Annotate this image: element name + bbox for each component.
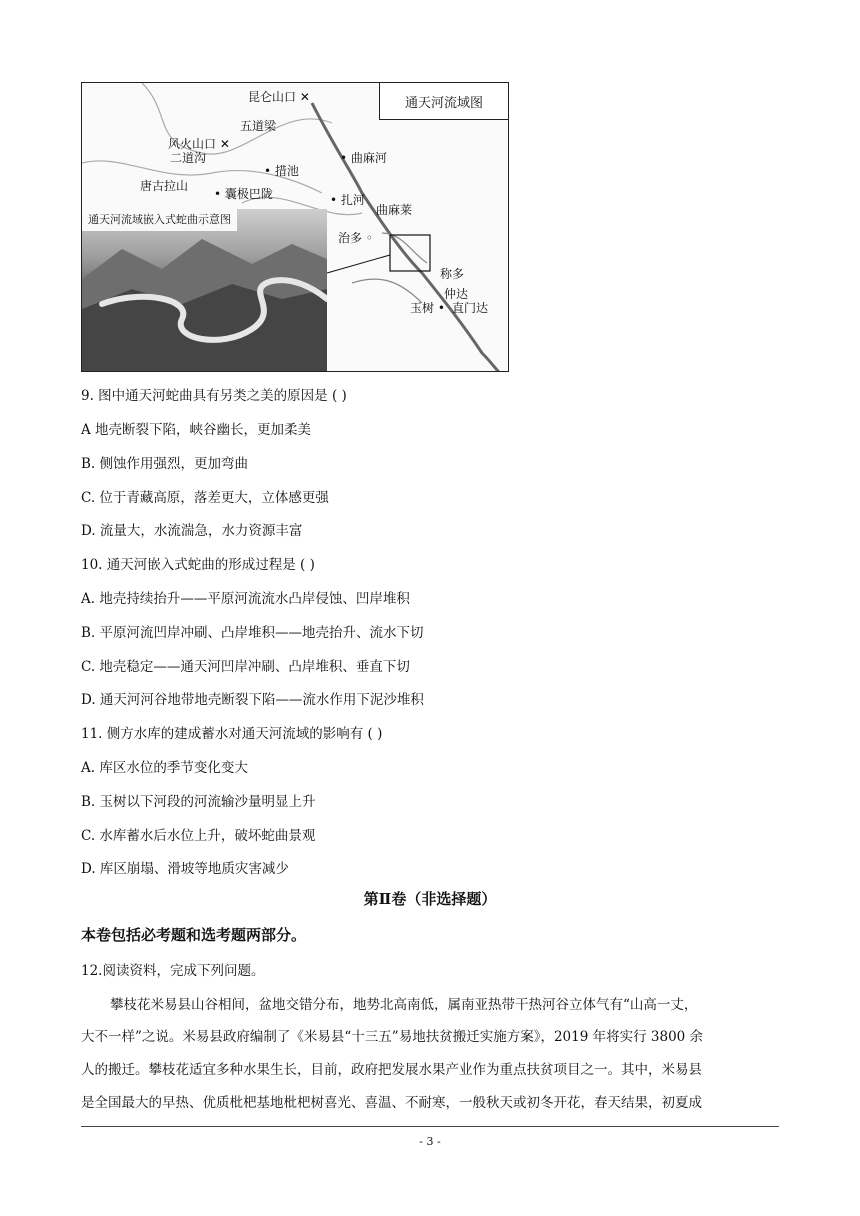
meander-photo (82, 209, 327, 372)
inset-pointer-line (327, 255, 390, 273)
question-11-stem: 11. 侧方水库的建成蓄水对通天河流域的影响有 ( ) (81, 726, 383, 742)
question-10-option-c: C. 地壳稳定——通天河凹岸冲刷、凸岸堆积、垂直下切 (81, 659, 410, 675)
footer-divider (81, 1126, 779, 1127)
place-zhiduo: 治多 ◦ (338, 231, 373, 245)
question-9-option-b: B. 侧蚀作用强烈，更加弯曲 (81, 456, 249, 472)
question-11-option-b: B. 玉树以下河段的河流输沙量明显上升 (81, 794, 316, 810)
q12-paragraph-line-1: 攀枝花米易县山谷相间，盆地交错分布，地势北高南低，属南亚热带干热河谷立体气有“山高一丈， (110, 997, 698, 1013)
place-fenghuo-pass: 风火山口 ✕ (168, 137, 230, 151)
place-zhahe: • 扎河 (330, 193, 365, 207)
question-10-option-d: D. 通天河河谷地带地壳断裂下陷——流水作用下泥沙堆积 (81, 692, 424, 708)
place-zhongda: 仲达 (444, 287, 469, 301)
question-11-option-d: D. 库区崩塌、滑坡等地质灾害减少 (81, 861, 289, 877)
question-9-stem: 9. 图中通天河蛇曲具有另类之美的原因是 ( ) (81, 388, 347, 404)
map-title: 通天河流域图 (379, 83, 508, 120)
q12-paragraph-line-4: 是全国最大的早热、优质枇杷基地枇杷树喜光、喜温、不耐寒，一般秋天或初冬开花，春天结果，初夏成 (81, 1095, 702, 1111)
q12-paragraph-line-2: 大不一样”之说。米易县政府编制了《米易县“十三五”易地扶贫搬迁实施方案》，2019 年将实行 3800 余 (81, 1029, 704, 1045)
question-10-option-b: B. 平原河流凹岸冲刷、凸岸堆积——地壳抬升、流水下切 (81, 625, 424, 641)
place-tanggula: 唐古拉山 (140, 179, 189, 193)
meander-illustration (82, 209, 327, 372)
place-nangjibalong: • 囊极巴陇 (214, 187, 273, 201)
q12-paragraph-line-3: 人的搬迁。攀枝花适宜多种水果生长，目前，政府把发展水果产业作为重点扶贫项目之一。其中，米易县 (81, 1062, 702, 1078)
section-2-intro: 本卷包括必考题和选考题两部分。 (81, 926, 307, 944)
place-erdaogou: 二道沟 (170, 151, 207, 165)
place-wudaoliang: 五道梁 (240, 119, 277, 133)
place-cuochi: • 措池 (264, 164, 299, 178)
question-9-option-a: A 地壳断裂下陷，峡谷幽长，更加柔美 (81, 422, 312, 438)
page-number: - 3 - (419, 1135, 441, 1148)
place-qumahe: • 曲麻河 (340, 151, 387, 165)
question-9-option-c: C. 位于青藏高原，落差更大，立体感更强 (81, 490, 329, 506)
place-qumalai: 曲麻莱 (376, 203, 413, 217)
place-chenduo: 称多 (440, 267, 465, 281)
map-figure (81, 82, 509, 372)
place-yushu: 玉树 • (410, 301, 445, 315)
place-kunlun-pass: 昆仑山口 ✕ (248, 90, 310, 104)
photo-caption: 通天河流域嵌入式蛇曲示意图 (82, 209, 237, 231)
question-10-stem: 10. 通天河嵌入式蛇曲的形成过程是 ( ) (81, 557, 315, 573)
question-9-option-d: D. 流量大，水流湍急，水力资源丰富 (81, 523, 303, 539)
question-12-stem: 12.阅读资料，完成下列问题。 (81, 963, 265, 979)
question-10-option-a: A. 地壳持续抬升——平原河流流水凸岸侵蚀、凹岸堆积 (81, 591, 410, 607)
section-2-title: 第Ⅱ卷（非选择题） (363, 890, 497, 908)
question-11-option-c: C. 水库蓄水后水位上升，破坏蛇曲景观 (81, 828, 316, 844)
place-zhimenda: 直门达 (452, 301, 489, 315)
question-11-option-a: A. 库区水位的季节变化变大 (81, 760, 248, 776)
